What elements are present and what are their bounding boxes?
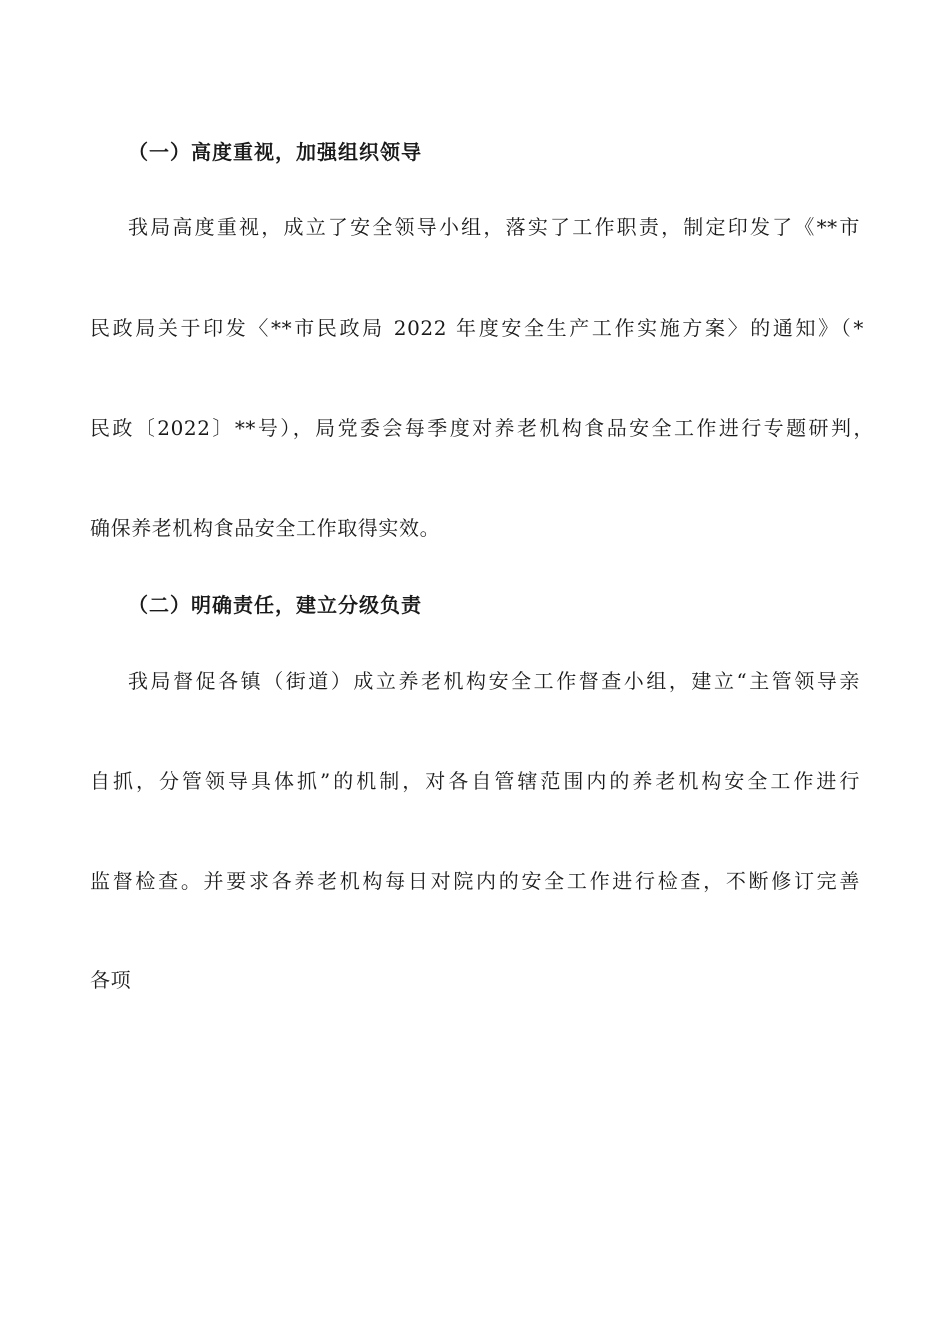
paragraph-2-line-1: 我局督促各镇（街道）成立养老机构安全工作督查小组，建立“主管领导亲: [128, 669, 860, 693]
paragraph-1-line-1: 我局高度重视，成立了安全领导小组，落实了工作职责，制定印发了《**市: [128, 215, 860, 239]
paragraph-1-line-2: 民政局关于印发〈**市民政局 2022 年度安全生产工作实施方案〉的通知》（*: [90, 316, 864, 340]
paragraph-2-line-3: 监督检查。并要求各养老机构每日对院内的安全工作进行检查，不断修订完善: [90, 869, 860, 893]
paragraph-2-line-2: 自抓，分管领导具体抓”的机制，对各自管辖范围内的养老机构安全工作进行: [90, 769, 860, 793]
section-heading-2: （二）明确责任，建立分级负责: [128, 593, 422, 617]
paragraph-1-line-4: 确保养老机构食品安全工作取得实效。: [90, 516, 441, 540]
section-heading-1: （一）高度重视，加强组织领导: [128, 140, 422, 164]
paragraph-1-line-3: 民政〔2022〕**号），局党委会每季度对养老机构食品安全工作进行专题研判，: [90, 416, 874, 440]
paragraph-2-line-4: 各项: [90, 968, 132, 992]
